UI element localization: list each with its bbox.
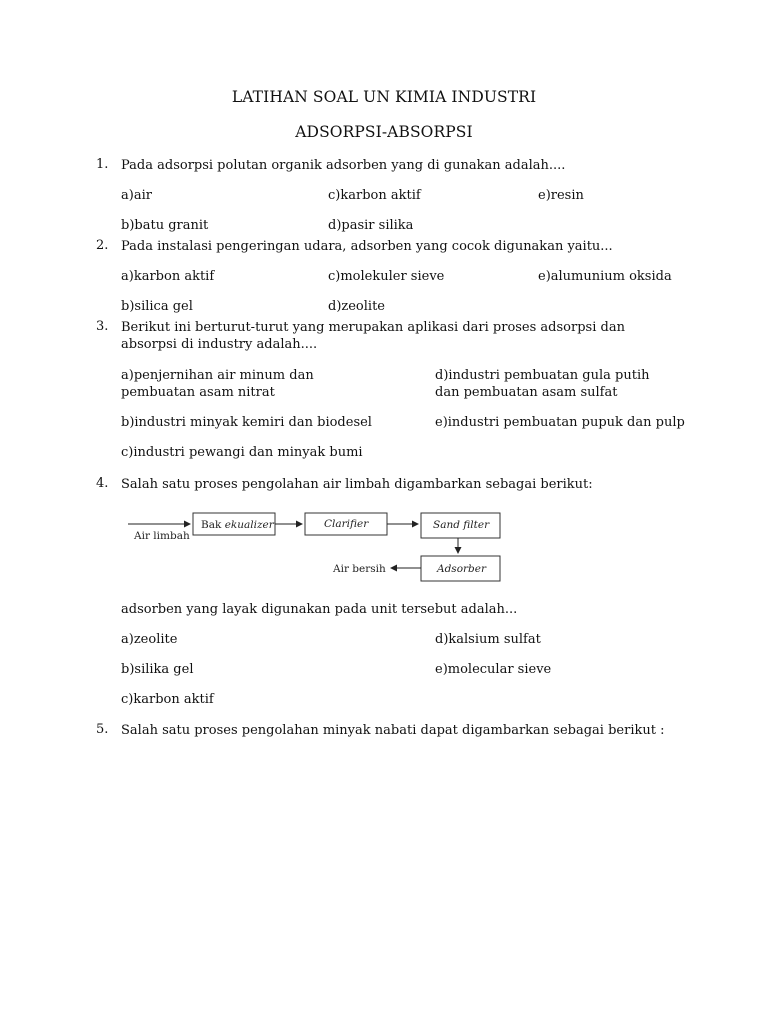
question-3-option-b: b)industri minyak kemiri dan biodesel: [121, 415, 372, 430]
question-2-option-b: b)silica gel: [121, 299, 193, 314]
question-5-text: Salah satu proses pengolahan minyak nabati dapat digambarkan sebagai berikut :: [121, 723, 665, 738]
page-title: LATIHAN SOAL UN KIMIA INDUSTRI: [231, 88, 537, 106]
question-1-text: Pada adsorpsi polutan organik adsorben yang di gunakan adalah....: [121, 158, 566, 173]
question-4-option-c: c)karbon aktif: [121, 692, 214, 707]
question-1-option-a: a)air: [121, 188, 152, 203]
question-4-option-a: a)zeolite: [121, 632, 178, 647]
question-3-option-d: d)industri pembuatan gula putih dan pembuatan asam sulfat: [435, 368, 650, 400]
box-clarifier-label: Clarifier: [324, 518, 369, 530]
question-2-option-e: e)alumunium oksida: [538, 269, 672, 284]
question-3-option-e: e)industri pembuatan pupuk dan pulp: [435, 415, 685, 430]
question-4-option-e: e)molecular sieve: [435, 662, 552, 677]
input-label: Air limbah: [134, 530, 190, 542]
question-1-number: 1.: [96, 157, 109, 172]
output-label: Air bersih: [333, 563, 386, 575]
question-3-option-c: c)industri pewangi dan minyak bumi: [121, 445, 363, 460]
box1-prefix: Bak: [201, 519, 225, 531]
question-3-option-a: a)penjernihan air minum dan pembuatan asam nitrat: [121, 368, 314, 400]
question-2-option-c: c)molekuler sieve: [328, 269, 445, 284]
question-1-option-b: b)batu granit: [121, 218, 209, 233]
wastewater-process-diagram: [128, 505, 508, 587]
question-4-option-b: b)silika gel: [121, 662, 194, 677]
question-2-text: Pada instalasi pengeringan udara, adsorben yang cocok digunakan yaitu...: [121, 239, 613, 254]
question-4-text: Salah satu proses pengolahan air limbah digambarkan sebagai berikut:: [121, 477, 593, 492]
question-2-option-a: a)karbon aktif: [121, 269, 215, 284]
question-1-option-d: d)pasir silika: [328, 218, 414, 233]
question-1-option-e: e)resin: [538, 188, 584, 203]
question-4-option-d: d)kalsium sulfat: [435, 632, 541, 647]
box-adsorber-label: Adsorber: [437, 563, 486, 575]
question-4-followup: adsorben yang layak digunakan pada unit tersebut adalah...: [121, 602, 518, 617]
question-2-option-d: d)zeolite: [328, 299, 385, 314]
question-3-number: 3.: [96, 319, 109, 334]
page-subtitle: ADSORPSI-ABSORPSI: [295, 123, 473, 141]
question-3-text: Berikut ini berturut-turut yang merupakan aplikasi dari proses adsorpsi dan absorpsi di industry adalah....: [121, 320, 625, 352]
question-1-option-c: c)karbon aktif: [328, 188, 421, 203]
question-5-number: 5.: [96, 722, 109, 737]
box-sand-filter-label: Sand filter: [433, 519, 490, 531]
question-2-number: 2.: [96, 238, 109, 253]
svg-text:Bak ekualizer: [201, 519, 275, 531]
question-4-number: 4.: [96, 476, 109, 491]
box1-italic: ekualizer: [224, 519, 274, 531]
